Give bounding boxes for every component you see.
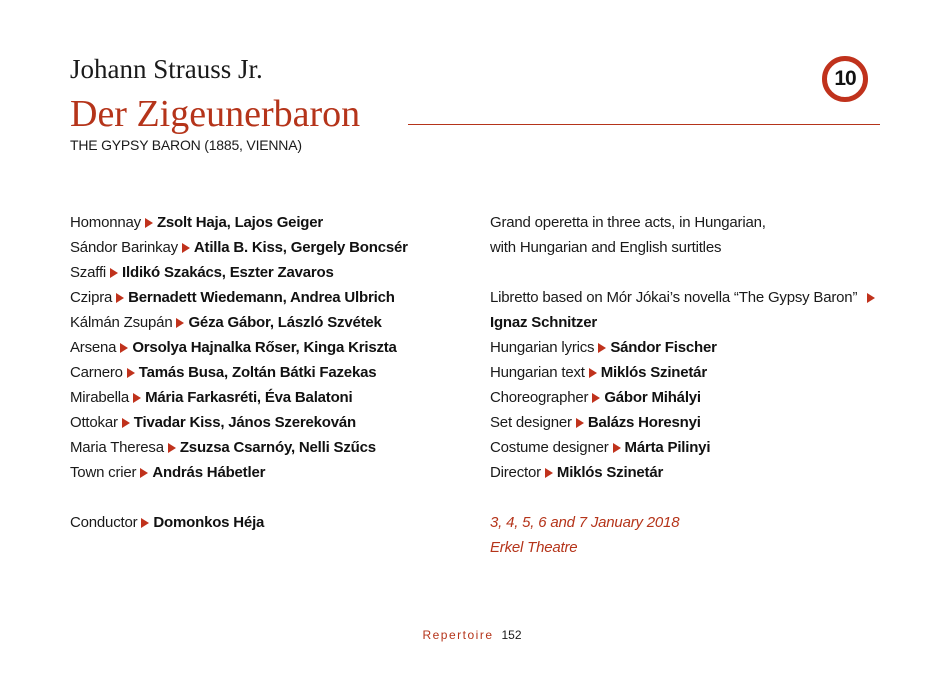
role-label: Conductor <box>70 514 138 531</box>
spacer <box>490 260 890 285</box>
credit-row <box>490 385 890 410</box>
credit-names: Gábor Mihályi <box>604 389 701 406</box>
triangle-arrow-icon <box>145 218 153 228</box>
conductor-row <box>70 510 470 535</box>
role-label: Director <box>490 464 541 481</box>
libretto-row <box>490 285 890 310</box>
performer-names: Zsolt Haja, Lajos Geiger <box>156 214 324 231</box>
page-number: 152 <box>501 628 522 642</box>
triangle-arrow-icon <box>545 468 553 478</box>
cast-row <box>70 235 470 260</box>
performer-names: Bernadett Wiedemann, Andrea Ulbrich <box>128 289 395 306</box>
cast-row <box>70 360 470 385</box>
triangle-arrow-icon <box>140 468 148 478</box>
credit-row <box>490 435 890 460</box>
credit-names: Sándor Fischer <box>610 339 717 356</box>
triangle-arrow-icon <box>867 293 875 303</box>
credit-row <box>490 335 890 360</box>
performer-names: Géza Gábor, László Szvétek <box>188 314 382 331</box>
cast-row <box>70 210 470 235</box>
triangle-arrow-icon <box>598 343 606 353</box>
role-label: Czipra <box>70 289 113 306</box>
role-label: Choreographer <box>490 389 589 406</box>
credit-names: Balázs Horesnyi <box>587 414 701 431</box>
triangle-arrow-icon <box>176 318 184 328</box>
performer-names: András Hábetler <box>152 464 266 481</box>
composer-name: Johann Strauss Jr. <box>70 54 263 84</box>
role-label: Costume designer <box>490 439 609 456</box>
performer-names: Orsolya Hajnalka Rőser, Kinga Kriszta <box>132 339 397 356</box>
role-label: Szaffi <box>70 264 107 281</box>
page-title: Der Zigeunerbaron <box>70 93 361 135</box>
spacer <box>490 485 890 510</box>
credit-row <box>490 410 890 435</box>
triangle-arrow-icon <box>120 343 128 353</box>
triangle-arrow-icon <box>127 368 135 378</box>
triangle-arrow-icon <box>116 293 124 303</box>
triangle-arrow-icon <box>589 368 597 378</box>
description-line: with Hungarian and English surtitles <box>490 239 722 256</box>
credit-names: Márta Pilinyi <box>624 439 711 456</box>
credit-names: Miklós Szinetár <box>556 464 664 481</box>
cast-row <box>70 435 470 460</box>
performance-venue: Erkel Theatre <box>490 539 578 556</box>
libretto-author: Ignaz Schnitzer <box>490 314 598 331</box>
credit-row <box>490 360 890 385</box>
spacer <box>70 485 470 510</box>
cast-row <box>70 460 470 485</box>
cast-row <box>70 260 470 285</box>
role-label: Hungarian text <box>490 364 585 381</box>
role-label: Set designer <box>490 414 572 431</box>
age-rating-badge: 10 <box>822 56 868 102</box>
page-footer <box>0 627 944 643</box>
triangle-arrow-icon <box>168 443 176 453</box>
triangle-arrow-icon <box>613 443 621 453</box>
cast-row <box>70 335 470 360</box>
cast-row <box>70 410 470 435</box>
libretto-author-row <box>490 310 890 335</box>
libretto-label: Libretto based on Mór Jókai’s novella “The Gypsy Baron” <box>490 289 858 306</box>
role-label: Arsena <box>70 339 117 356</box>
title-rule <box>408 124 880 125</box>
subtitle: THE GYPSY BARON (1885, VIENNA) <box>70 137 302 153</box>
performer-names: Tivadar Kiss, János Szerekován <box>133 414 356 431</box>
role-label: Homonnay <box>70 214 141 231</box>
triangle-arrow-icon <box>110 268 118 278</box>
cast-list <box>70 210 470 535</box>
description-line: Grand operetta in three acts, in Hungarian, <box>490 214 766 231</box>
cast-row <box>70 285 470 310</box>
role-label: Carnero <box>70 364 123 381</box>
performer-names: Ildikó Szakács, Eszter Zavaros <box>122 264 334 281</box>
performer-names: Zsuzsa Csarnóy, Nelli Szűcs <box>179 439 376 456</box>
role-label: Kálmán Zsupán <box>70 314 173 331</box>
triangle-arrow-icon <box>141 518 149 528</box>
role-label: Ottokar <box>70 414 118 431</box>
cast-row <box>70 310 470 335</box>
footer-section: Repertoire <box>422 628 494 642</box>
performer-names: Domonkos Héja <box>153 514 265 531</box>
triangle-arrow-icon <box>182 243 190 253</box>
role-label: Mirabella <box>70 389 130 406</box>
credit-names: Miklós Szinetár <box>600 364 707 381</box>
cast-row <box>70 385 470 410</box>
performer-names: Atilla B. Kiss, Gergely Boncsér <box>193 239 408 256</box>
triangle-arrow-icon <box>122 418 130 428</box>
production-info <box>490 210 890 560</box>
role-label: Hungarian lyrics <box>490 339 595 356</box>
role-label: Town crier <box>70 464 137 481</box>
role-label: Maria Theresa <box>70 439 164 456</box>
triangle-arrow-icon <box>576 418 584 428</box>
role-label: Sándor Barinkay <box>70 239 178 256</box>
credit-row <box>490 460 890 485</box>
performer-names: Mária Farkasréti, Éva Balatoni <box>145 389 353 406</box>
triangle-arrow-icon <box>133 393 141 403</box>
performer-names: Tamás Busa, Zoltán Bátki Fazekas <box>138 364 377 381</box>
triangle-arrow-icon <box>592 393 600 403</box>
performance-dates: 3, 4, 5, 6 and 7 January 2018 <box>490 514 680 531</box>
